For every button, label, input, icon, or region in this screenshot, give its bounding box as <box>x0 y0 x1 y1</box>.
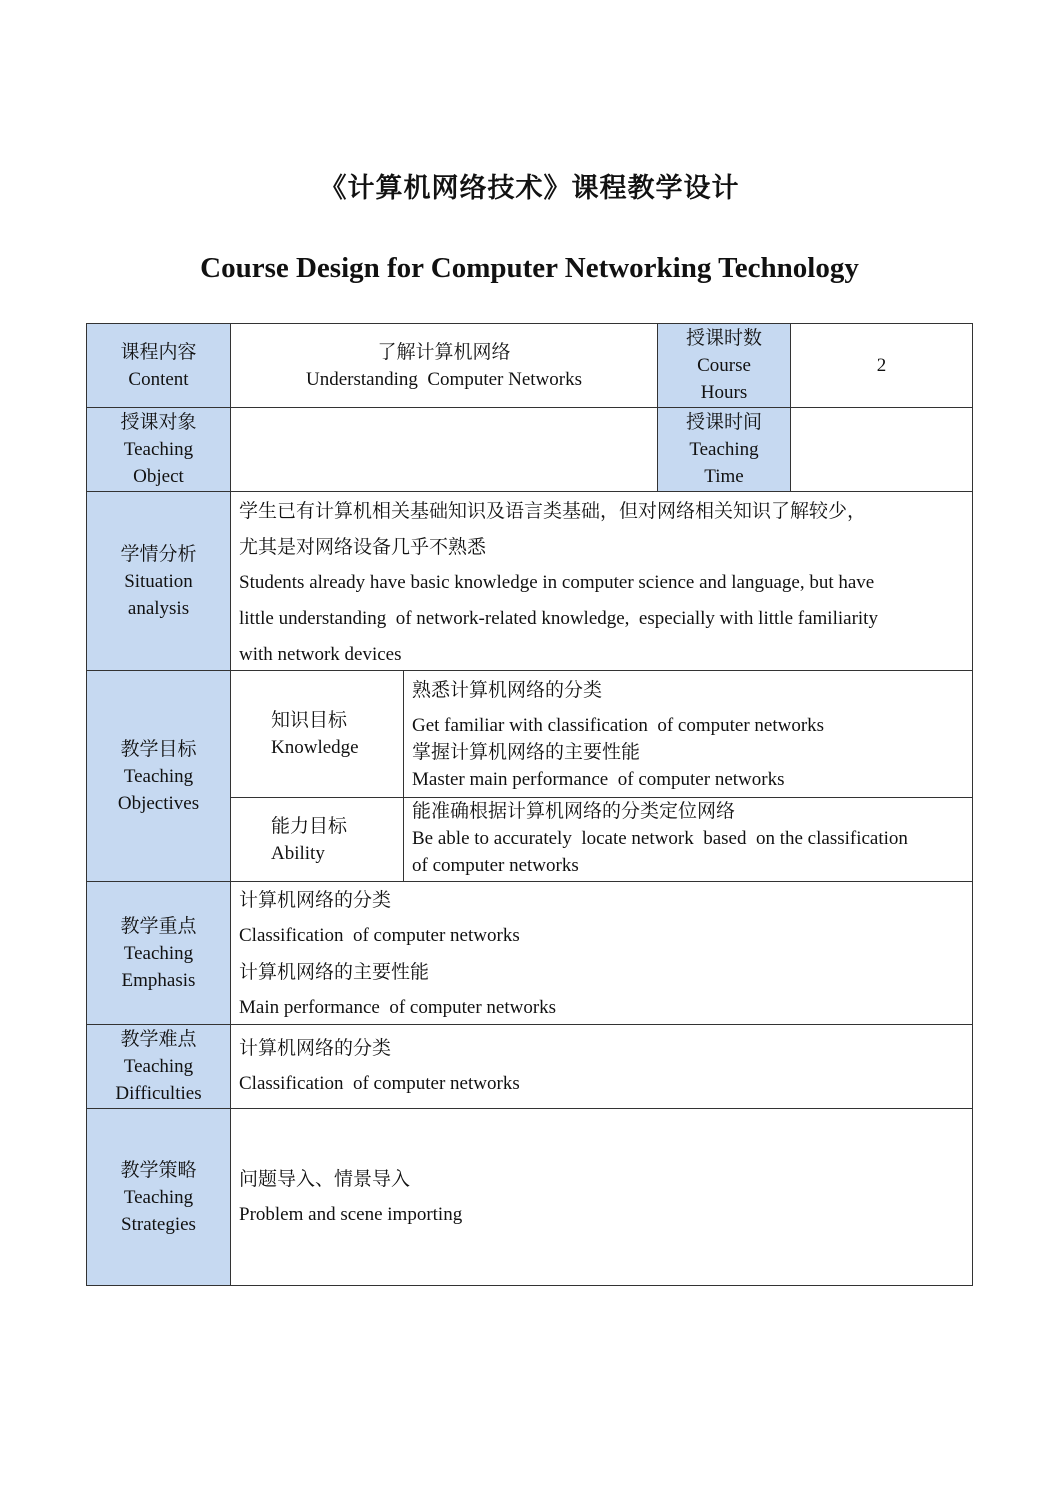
knowledge-label-cn: 知识目标 <box>271 709 348 731</box>
time-value-cell <box>790 407 973 492</box>
difficulties-value-cell <box>230 1024 973 1109</box>
time-label-en-2: Time <box>704 466 744 487</box>
emphasis-value-cell <box>230 881 973 1025</box>
object-label-en-2: Object <box>133 466 184 487</box>
situation-line: little understanding of network-related knowledge, especially with little familiarity <box>239 608 878 629</box>
knowledge-line: 熟悉计算机网络的分类 <box>412 679 603 701</box>
difficulties-label-cell <box>86 1024 231 1109</box>
situation-line: Students already have basic knowledge in computer science and language, but have <box>239 572 875 593</box>
situation-label-cell <box>86 491 231 671</box>
content-label-cn: 课程内容 <box>120 340 197 363</box>
hours-value: 2 <box>876 355 887 376</box>
emphasis-label-cn: 教学重点 <box>120 914 197 937</box>
ability-value-cell <box>403 797 973 882</box>
strategies-line: Problem and scene importing <box>239 1204 463 1225</box>
time-label-cn: 授课时间 <box>685 411 762 433</box>
difficulties-label-en-2: Difficulties <box>115 1083 202 1104</box>
object-label-en-1: Teaching <box>123 439 194 460</box>
objectives-label-cn: 教学目标 <box>120 737 197 760</box>
objectives-label-cell <box>86 670 231 882</box>
hours-label-en-2: Hours <box>700 382 748 403</box>
ability-label-cell <box>230 797 404 882</box>
content-value-en: Understanding Computer Networks <box>306 368 582 390</box>
difficulties-line: Classification of computer networks <box>239 1073 520 1094</box>
emphasis-label-en-1: Teaching <box>123 942 194 964</box>
difficulties-label-cn: 教学难点 <box>120 1028 197 1050</box>
knowledge-value-cell <box>403 670 973 798</box>
knowledge-line: Master main performance of computer networks <box>412 769 785 790</box>
objectives-label-en-1: Teaching <box>123 765 194 787</box>
object-label-cn: 授课对象 <box>120 411 197 433</box>
situation-label-cn: 学情分析 <box>120 542 197 565</box>
hours-label-cell <box>657 323 791 408</box>
knowledge-label-cell <box>230 670 404 798</box>
time-label-en-1: Teaching <box>689 439 759 460</box>
hours-label-cn: 授课时数 <box>685 327 762 349</box>
content-value-cn: 了解计算机网络 <box>377 340 511 363</box>
object-value-cell <box>230 407 658 492</box>
content-label-cell <box>86 323 231 408</box>
content-value-cell <box>230 323 658 408</box>
page-title-cn: 《计算机网络技术》课程教学设计 <box>319 173 740 204</box>
hours-value-cell <box>790 323 973 408</box>
difficulties-label-en-1: Teaching <box>123 1056 194 1077</box>
emphasis-label-en-2: Emphasis <box>121 969 196 991</box>
ability-line: of computer networks <box>412 855 579 876</box>
situation-line: 尤其是对网络设备几乎不熟悉 <box>239 536 487 558</box>
strategies-label-en-2: Strategies <box>121 1213 196 1235</box>
emphasis-label-cell <box>86 881 231 1025</box>
strategies-label-en-1: Teaching <box>123 1186 194 1208</box>
hours-label-en-1: Course <box>697 355 751 376</box>
emphasis-line: 计算机网络的主要性能 <box>239 961 430 983</box>
content-label-en: Content <box>128 368 189 390</box>
strategies-value-cell <box>230 1108 973 1286</box>
strategies-label-cell <box>86 1108 231 1286</box>
situation-value-cell <box>230 491 973 671</box>
emphasis-line: Classification of computer networks <box>239 925 520 946</box>
object-label-cell <box>86 407 231 492</box>
emphasis-line: Main performance of computer networks <box>239 997 557 1018</box>
page-title-en: Course Design for Computer Networking Technology <box>200 252 859 284</box>
ability-line: Be able to accurately locate network based on the classification <box>412 828 908 849</box>
objectives-label-en-2: Objectives <box>117 792 200 814</box>
emphasis-line: 计算机网络的分类 <box>239 889 392 911</box>
course-design-table <box>86 323 973 1286</box>
time-label-cell <box>657 407 791 492</box>
situation-label-en-1: Situation <box>124 570 193 592</box>
ability-label-en: Ability <box>271 842 325 864</box>
knowledge-line: 掌握计算机网络的主要性能 <box>412 741 641 763</box>
knowledge-line: Get familiar with classification of computer networks <box>412 715 825 736</box>
ability-label-cn: 能力目标 <box>271 814 348 837</box>
ability-line: 能准确根据计算机网络的分类定位网络 <box>412 800 736 822</box>
strategies-line: 问题导入、情景导入 <box>239 1168 411 1190</box>
situation-label-en-2: analysis <box>127 597 190 619</box>
situation-line: with network devices <box>239 644 402 665</box>
difficulties-line: 计算机网络的分类 <box>239 1037 392 1059</box>
situation-line: 学生已有计算机相关基础知识及语言类基础，但对网络相关知识了解较少， <box>239 500 867 522</box>
strategies-label-cn: 教学策略 <box>120 1158 197 1181</box>
knowledge-label-en: Knowledge <box>271 737 359 758</box>
